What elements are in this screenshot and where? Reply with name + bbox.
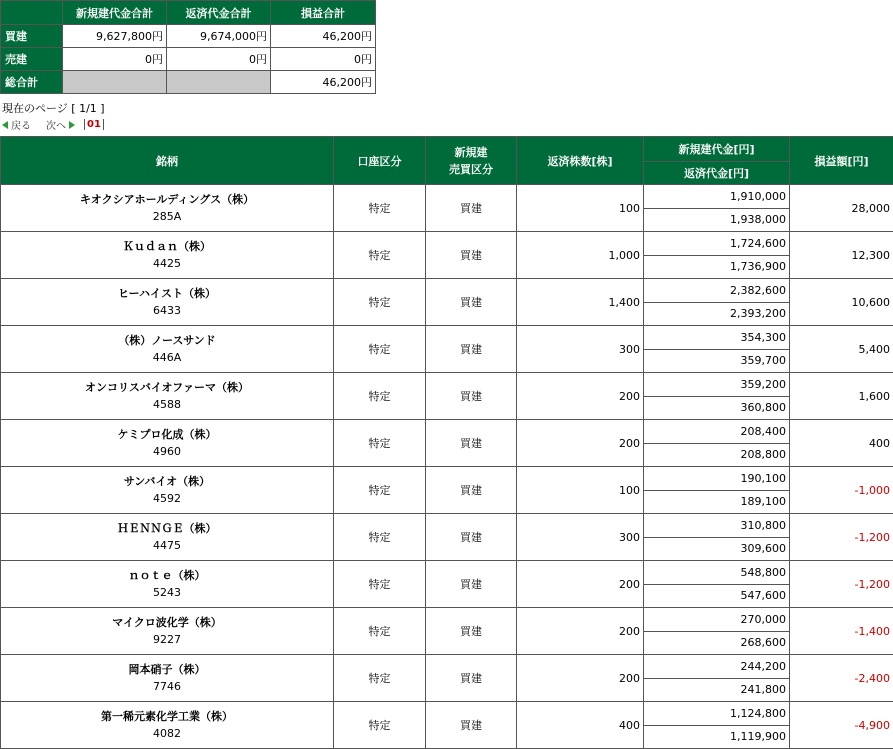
repay-shares: 1,000 bbox=[517, 232, 644, 279]
table-row bbox=[1, 279, 893, 303]
table-row bbox=[1, 655, 893, 679]
trade-side: 買建 bbox=[426, 279, 517, 326]
trade-side: 買建 bbox=[426, 326, 517, 373]
profit-loss: 28,000 bbox=[790, 185, 893, 232]
header-side bbox=[426, 137, 517, 185]
table-row bbox=[1, 185, 893, 209]
stock-name: （株）ノースサンド bbox=[118, 334, 216, 347]
new-amount: 1,724,600 bbox=[644, 232, 790, 256]
header-repay-amount: 返済代金[円] bbox=[644, 162, 790, 185]
stock-name: Ｋｕｄａｎ（株） bbox=[123, 240, 211, 253]
repay-amount: 1,736,900 bbox=[644, 255, 790, 279]
repay-shares: 200 bbox=[517, 373, 644, 420]
stock-code: 4425 bbox=[153, 257, 181, 270]
summary-pl-total: 46,200円 bbox=[271, 25, 376, 48]
profit-loss: 5,400 bbox=[790, 326, 893, 373]
summary-row-grand bbox=[1, 71, 376, 94]
summary-header-new-total: 新規建代金合計 bbox=[63, 1, 167, 25]
summary-new-total: 9,627,800円 bbox=[63, 25, 167, 48]
profit-loss: -1,200 bbox=[790, 561, 893, 608]
repay-shares: 200 bbox=[517, 561, 644, 608]
summary-grand-pl-total: 46,200円 bbox=[271, 71, 376, 94]
new-amount: 310,800 bbox=[644, 514, 790, 538]
repay-shares: 400 bbox=[517, 702, 644, 749]
table-row bbox=[1, 608, 893, 632]
table-row bbox=[1, 467, 893, 491]
stock-name: ＨＥＮＮＧＥ（株） bbox=[117, 522, 217, 535]
account-type: 特定 bbox=[334, 185, 426, 232]
repay-shares: 200 bbox=[517, 655, 644, 702]
new-amount: 359,200 bbox=[644, 373, 790, 397]
trade-side: 買建 bbox=[426, 373, 517, 420]
table-row bbox=[1, 232, 893, 256]
stock-cell bbox=[1, 232, 334, 279]
stock-name: マイクロ波化学（株） bbox=[112, 616, 222, 629]
account-type: 特定 bbox=[334, 561, 426, 608]
summary-pl-total: 0円 bbox=[271, 48, 376, 71]
summary-new-total: 0円 bbox=[63, 48, 167, 71]
summary-row-label: 買建 bbox=[1, 25, 63, 48]
table-row bbox=[1, 702, 893, 726]
repay-shares: 300 bbox=[517, 326, 644, 373]
stock-name: 第一稀元素化学工業（株） bbox=[101, 710, 233, 723]
summary-row-label: 総合計 bbox=[1, 71, 63, 94]
arrow-right-icon bbox=[69, 121, 75, 129]
account-type: 特定 bbox=[334, 420, 426, 467]
summary-row-buy bbox=[1, 25, 376, 48]
header-name: 銘柄 bbox=[1, 137, 334, 185]
stock-cell bbox=[1, 467, 334, 514]
stock-name: 岡本硝子（株） bbox=[128, 663, 206, 676]
profit-loss: 400 bbox=[790, 420, 893, 467]
stock-code: 7746 bbox=[153, 680, 181, 693]
stock-cell bbox=[1, 561, 334, 608]
positions-table bbox=[0, 136, 893, 749]
repay-shares: 200 bbox=[517, 608, 644, 655]
new-amount: 1,910,000 bbox=[644, 185, 790, 209]
stock-code: 5243 bbox=[153, 586, 181, 599]
trade-side: 買建 bbox=[426, 185, 517, 232]
repay-shares: 100 bbox=[517, 185, 644, 232]
repay-amount: 359,700 bbox=[644, 349, 790, 373]
pager-nav bbox=[2, 117, 104, 132]
trade-side: 買建 bbox=[426, 232, 517, 279]
profit-loss: -1,000 bbox=[790, 467, 893, 514]
summary-table bbox=[0, 0, 376, 94]
next-link[interactable]: 次へ bbox=[46, 121, 66, 132]
stock-code: 4592 bbox=[153, 492, 181, 505]
account-type: 特定 bbox=[334, 702, 426, 749]
summary-header-pl-total: 損益合計 bbox=[271, 1, 376, 25]
repay-amount: 208,800 bbox=[644, 443, 790, 467]
trade-side: 買建 bbox=[426, 514, 517, 561]
repay-amount: 268,600 bbox=[644, 631, 790, 655]
stock-cell bbox=[1, 655, 334, 702]
header-side-line2: 売買区分 bbox=[449, 162, 493, 176]
repay-amount: 2,393,200 bbox=[644, 302, 790, 326]
profit-loss: -2,400 bbox=[790, 655, 893, 702]
trade-side: 買建 bbox=[426, 467, 517, 514]
profit-loss: 1,600 bbox=[790, 373, 893, 420]
stock-cell bbox=[1, 326, 334, 373]
stock-code: 6433 bbox=[153, 304, 181, 317]
repay-amount: 360,800 bbox=[644, 396, 790, 420]
account-type: 特定 bbox=[334, 373, 426, 420]
arrow-left-icon bbox=[2, 121, 8, 129]
profit-loss: 12,300 bbox=[790, 232, 893, 279]
summary-header-repay-total: 返済代金合計 bbox=[167, 1, 271, 25]
stock-code: 285A bbox=[152, 210, 182, 223]
repay-amount: 1,938,000 bbox=[644, 208, 790, 232]
new-amount: 270,000 bbox=[644, 608, 790, 632]
page-indicator: 現在のページ [ 1/1 ] bbox=[2, 102, 105, 115]
account-type: 特定 bbox=[334, 326, 426, 373]
stock-code: 4082 bbox=[153, 727, 181, 740]
new-amount: 208,400 bbox=[644, 420, 790, 444]
header-pl: 損益額[円] bbox=[790, 137, 893, 185]
header-side-line1: 新規建 bbox=[454, 145, 488, 159]
stock-name: ｎｏｔｅ（株） bbox=[128, 569, 206, 582]
repay-shares: 200 bbox=[517, 420, 644, 467]
stock-name: オンコリスバイオファーマ（株） bbox=[85, 381, 249, 394]
repay-shares: 300 bbox=[517, 514, 644, 561]
repay-amount: 189,100 bbox=[644, 490, 790, 514]
table-row bbox=[1, 373, 893, 397]
stock-code: 446A bbox=[152, 351, 182, 364]
stock-cell bbox=[1, 279, 334, 326]
summary-row-label: 売建 bbox=[1, 48, 63, 71]
account-type: 特定 bbox=[334, 232, 426, 279]
stock-name: ケミプロ化成（株） bbox=[117, 428, 217, 441]
back-link[interactable]: 戻る bbox=[11, 121, 31, 132]
new-amount: 244,200 bbox=[644, 655, 790, 679]
profit-loss: -1,400 bbox=[790, 608, 893, 655]
stock-code: 4475 bbox=[153, 539, 181, 552]
header-shares: 返済株数[株] bbox=[517, 137, 644, 185]
repay-shares: 100 bbox=[517, 467, 644, 514]
new-amount: 1,124,800 bbox=[644, 702, 790, 726]
summary-repay-total: 9,674,000円 bbox=[167, 25, 271, 48]
summary-empty-cell bbox=[167, 71, 271, 94]
profit-loss: -1,200 bbox=[790, 514, 893, 561]
summary-empty-cell bbox=[63, 71, 167, 94]
stock-name: ヒーハイスト（株） bbox=[118, 287, 216, 300]
stock-code: 4588 bbox=[153, 398, 181, 411]
summary-row-sell bbox=[1, 48, 376, 71]
account-type: 特定 bbox=[334, 655, 426, 702]
summary-corner bbox=[1, 1, 63, 25]
account-type: 特定 bbox=[334, 514, 426, 561]
header-account: 口座区分 bbox=[334, 137, 426, 185]
repay-shares: 1,400 bbox=[517, 279, 644, 326]
stock-cell bbox=[1, 702, 334, 749]
table-row bbox=[1, 326, 893, 350]
stock-cell bbox=[1, 185, 334, 232]
table-row bbox=[1, 514, 893, 538]
header-new-amount: 新規建代金[円] bbox=[644, 137, 790, 162]
new-amount: 190,100 bbox=[644, 467, 790, 491]
stock-cell bbox=[1, 373, 334, 420]
stock-code: 9227 bbox=[153, 633, 181, 646]
stock-cell bbox=[1, 420, 334, 467]
trade-side: 買建 bbox=[426, 561, 517, 608]
repay-amount: 309,600 bbox=[644, 537, 790, 561]
stock-name: キオクシアホールディングス（株） bbox=[79, 193, 255, 206]
summary-repay-total: 0円 bbox=[167, 48, 271, 71]
table-row bbox=[1, 561, 893, 585]
profit-loss: -4,900 bbox=[790, 702, 893, 749]
new-amount: 548,800 bbox=[644, 561, 790, 585]
trade-side: 買建 bbox=[426, 655, 517, 702]
account-type: 特定 bbox=[334, 608, 426, 655]
page-number-link[interactable]: 01 bbox=[84, 119, 104, 130]
trade-side: 買建 bbox=[426, 420, 517, 467]
stock-name: サンバイオ（株） bbox=[123, 475, 211, 488]
table-row bbox=[1, 420, 893, 444]
trade-side: 買建 bbox=[426, 608, 517, 655]
account-type: 特定 bbox=[334, 467, 426, 514]
repay-amount: 1,119,900 bbox=[644, 725, 790, 749]
repay-amount: 547,600 bbox=[644, 584, 790, 608]
profit-loss: 10,600 bbox=[790, 279, 893, 326]
trade-side: 買建 bbox=[426, 702, 517, 749]
stock-cell bbox=[1, 608, 334, 655]
stock-cell bbox=[1, 514, 334, 561]
repay-amount: 241,800 bbox=[644, 678, 790, 702]
stock-code: 4960 bbox=[153, 445, 181, 458]
new-amount: 2,382,600 bbox=[644, 279, 790, 303]
new-amount: 354,300 bbox=[644, 326, 790, 350]
account-type: 特定 bbox=[334, 279, 426, 326]
